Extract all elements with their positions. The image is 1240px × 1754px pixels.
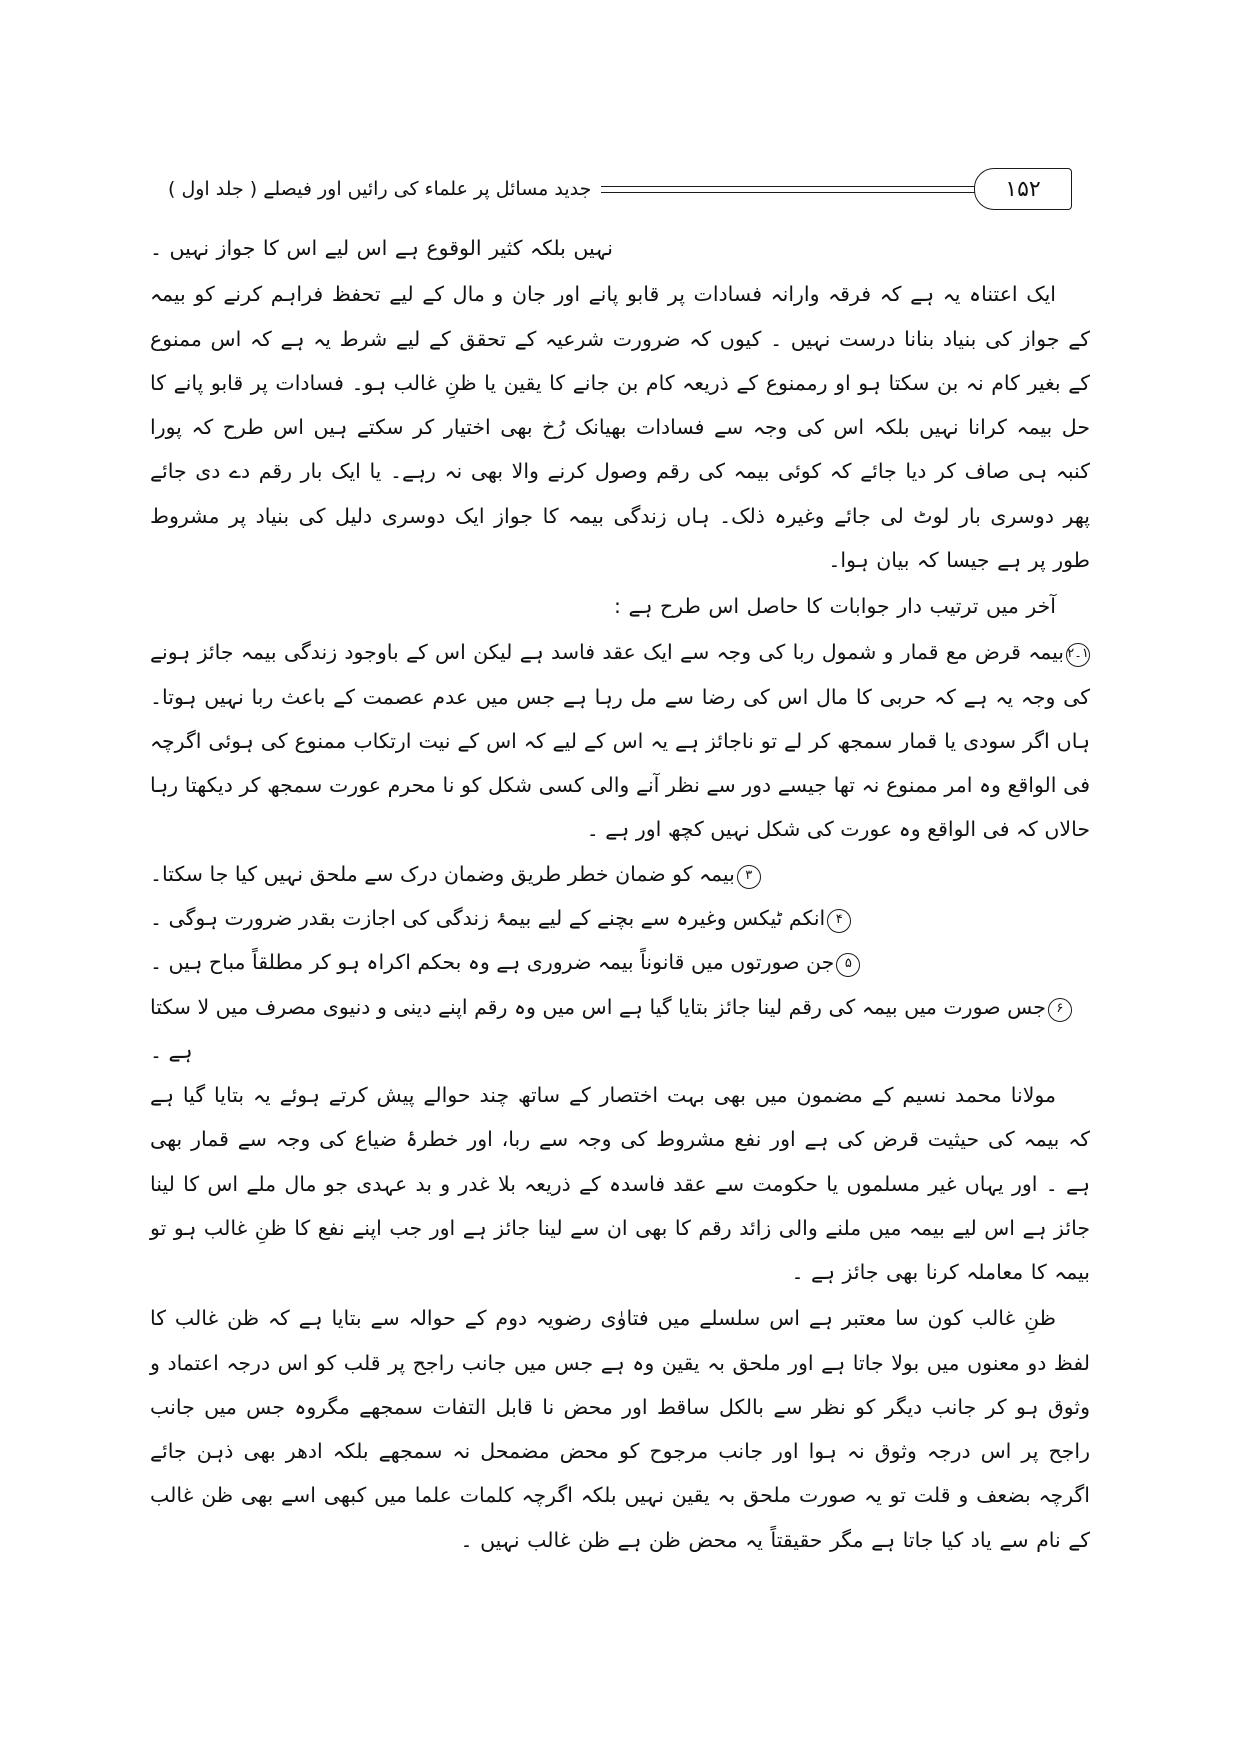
list-item-text: انکم ٹیکس وغیرہ سے بچنے کے لیے بیمۂ زندگی کی اجازت بقدر ضرورت ہوگی ۔ — [150, 905, 826, 930]
list-item-text: جس صورت میں بیمہ کی رقم لینا جائز بتایا گیا ہے اس میں وہ رقم اپنے دینی و دنیوی مصرف میں لا سکتا ہے ۔ — [150, 994, 1046, 1063]
paragraph: مولانا محمد نسیم کے مضمون میں بھی بہت اختصار کے ساتھ چند حوالے پیش کرتے ہوئے یہ بتایا گیا ہے کہ بیمہ کی حیثیت قرض کی ہے اور نفع مشروط کی وجہ سے ربا، اور خطرۂ ضیاع کی وجہ سے قمار بھی ہے ۔ اور یہاں غیر مسلموں یا حکومت سے عقد فاسدہ کے ذریعہ بلا غدر و بد عہدی جو مال ملے اس کا لینا جائز ہے اس لیے بیمہ میں ملنے والی زائد رقم کا بھی ان سے لینا جائز ہے اور جب اپنے نفع کا ظنِ غالب ہو تو بیمہ کا معاملہ کرنا بھی جائز ہے ۔ — [150, 1083, 1090, 1285]
page-number-badge — [974, 168, 1072, 210]
list-item — [150, 852, 1090, 896]
list-item-number: ۶ — [1048, 998, 1072, 1022]
page-header — [168, 168, 1072, 214]
list-item — [150, 985, 1090, 1074]
list-item-number: ۴ — [827, 909, 851, 933]
list-item-number: ۳ — [737, 865, 761, 889]
list-item — [150, 896, 1090, 940]
page-body — [150, 226, 1090, 1564]
header-title-container — [168, 168, 601, 210]
list-item-text: بیمہ کو ضمان خطر طریق وضمان درک سے ملحق نہیں کیا جا سکتا۔ — [150, 861, 735, 886]
list-item-number: ۱۔۲ — [1066, 643, 1090, 667]
continuation-line: نہیں بلکہ کثیر الوقوع ہے اس لیے اس کا جواز نہیں ۔ — [150, 236, 613, 260]
paragraph: ایک اعتناہ یہ ہے کہ فرقہ وارانہ فسادات پر قابو پانے اور جان و مال کے لیے تحفظ فراہم کرنے کو بیمہ کے جواز کی بنیاد بنانا درست نہیں ۔ کیوں کہ ضرورت شرعیہ کے تحقق کے لیے شرط یہ ہے کہ اس ممنوع کے بغیر کام نہ بن سکتا ہو او رممنوع کے ذریعہ کام بن جانے کا یقین یا ظنِ غالب ہو۔ فسادات پر قابو پانے کا حل بیمہ کرانا نہیں بلکہ اس کی وجہ سے فسادات بھیانک رُخ بھی اختیار کر سکتے ہیں اس طرح کہ پورا کنبہ ہی صاف کر دیا جائے کہ کوئی بیمہ کی رقم وصول کرنے والا بھی نہ رہے۔ یا ایک بار رقم دے دی جائے پھر دوسری بار لوٹ لی جائے وغیرہ ذلک۔ ہاں زندگی بیمہ کا جواز ایک دوسری دلیل کی بنیاد پر مشروط طور پر ہے جیسا کہ بیان ہوا۔ — [150, 282, 1090, 572]
list-item-text: جن صورتوں میں قانوناً بیمہ ضروری ہے وہ بحکم اکراہ ہو کر مطلقاً مباح ہیں ۔ — [150, 950, 835, 975]
list-item — [150, 940, 1090, 984]
list-item — [150, 630, 1090, 851]
list-item-text: بیمہ قرض مع قمار و شمول ربا کی وجہ سے ایک عقد فاسد ہے لیکن اس کے باوجود زندگی بیمہ جائز ہونے کی وجہ یہ ہے کہ حربی کا مال اس کی رضا سے مل رہا ہے جس میں عدم عصمت کے باعث ربا نہیں ہوتا۔ ہاں اگر سودی یا قمار سمجھ کر لے تو ناجائز ہے یہ اس کے لیے کہ اس کے نیت ارتکاب ممنوع کی ہوئی اگرچہ فی الواقع وہ امر ممنوع نہ تھا جیسے دور سے نظر آنے والی کسی شکل کو نا محرم عورت سمجھ کر دیکھتا رہا حالاں کہ فی الواقع وہ عورت کی شکل نہیں کچھ اور ہے ۔ — [150, 640, 1090, 842]
paragraph: آخر میں ترتیب دار جوابات کا حاصل اس طرح ہے : — [614, 594, 1056, 619]
page-number: ۱۵۲ — [1005, 176, 1041, 202]
book-title: جدید مسائل پر علماء کی رائیں اور فیصلے ( جلد اول ) — [168, 177, 592, 200]
list-item-number: ۵ — [836, 953, 860, 977]
paragraph: ظنِ غالب کون سا معتبر ہے اس سلسلے میں فتاوٰی رضویہ دوم کے حوالہ سے بتایا ہے کہ ظن غالب کا لفظ دو معنوں میں بولا جاتا ہے اور ملحق بہ یقین وہ ہے جس میں جانب راجح پر قلب کو اس درجہ اعتماد و وثوق ہو کر جانب دیگر کو نظر سے بالکل ساقط اور محض نا قابل التفات سمجھے مگروہ جس میں جانب راجح پر اس درجہ وثوق نہ ہوا اور جانب مرجوح کو محض مضمحل نہ سمجھے بلکہ ادھر بھی ذہن جائے اگرچہ بضعف و قلت تو یہ صورت ملحق بہ یقین نہیں بلکہ اگرچہ کلمات علما میں کبھی اسے بھی ظن غالب کے نام سے یاد کیا جاتا ہے مگر حقیقتاً یہ محض ظن ہے ظن غالب نہیں ۔ — [150, 1306, 1090, 1552]
